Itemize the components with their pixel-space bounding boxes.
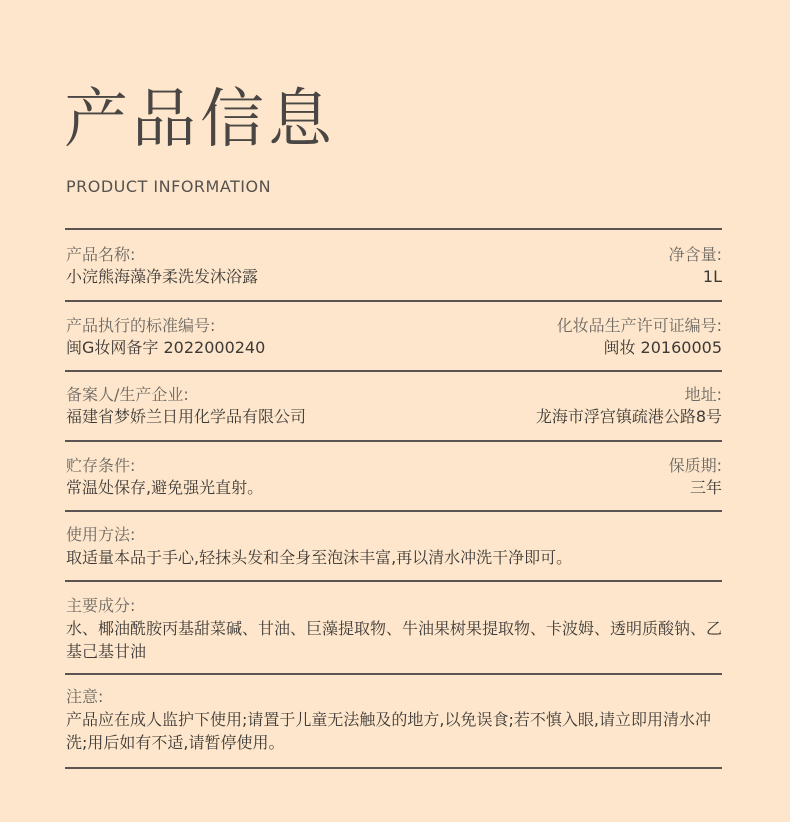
shelf-life-label: 保质期:: [668, 456, 722, 475]
storage-label: 贮存条件:: [66, 456, 136, 475]
divider: [65, 767, 722, 769]
divider: [65, 440, 722, 442]
license-number-value: 闽妆 20160005: [603, 338, 722, 357]
usage-section: [66, 524, 722, 569]
divider: [65, 673, 722, 675]
notice-text: 产品应在成人监护下使用;请置于儿童无法触及的地方,以免误食;若不慎入眼,请立即用清水冲洗;用后如有不适,请暂停使用。: [66, 710, 711, 752]
shelf-life-value: 三年: [689, 478, 722, 497]
divider: [65, 228, 722, 230]
page-title: 产品信息: [64, 83, 336, 157]
ingredients-label: 主要成分:: [66, 596, 136, 615]
usage-label: 使用方法:: [66, 525, 136, 544]
usage-text: 取适量本品于手心,轻抹头发和全身至泡沫丰富,再以清水冲洗干净即可。: [66, 548, 573, 567]
ingredients-section: [66, 595, 722, 663]
license-number-label: 化妆品生产许可证编号:: [556, 316, 722, 335]
standard-number-value: 闽G妆网备字 2022000240: [66, 338, 266, 357]
info-section-manufacturer: [66, 384, 722, 428]
divider: [65, 370, 722, 372]
divider: [65, 510, 722, 512]
info-section-standard: [66, 315, 722, 359]
net-content-label: 净含量:: [668, 245, 722, 264]
info-section-storage: [66, 455, 722, 499]
divider: [65, 580, 722, 582]
address-value: 龙海市浮宫镇疏港公路8号: [535, 407, 722, 426]
product-name-label: 产品名称:: [66, 245, 136, 264]
address-label: 地址:: [684, 385, 722, 404]
manufacturer-label: 备案人/生产企业:: [66, 385, 189, 404]
page-subtitle: PRODUCT INFORMATION: [66, 177, 272, 196]
divider: [65, 300, 722, 302]
info-section-name: [66, 244, 722, 288]
notice-section: [66, 686, 722, 754]
storage-value: 常温处保存,避免强光直射。: [66, 478, 264, 497]
manufacturer-value: 福建省梦娇兰日用化学品有限公司: [66, 407, 307, 426]
net-content-value: 1L: [702, 267, 722, 286]
standard-number-label: 产品执行的标准编号:: [66, 316, 216, 335]
ingredients-text: 水、椰油酰胺丙基甜菜碱、甘油、巨藻提取物、牛油果树果提取物、卡波姆、透明质酸钠、乙基己基甘油: [66, 619, 723, 661]
notice-label: 注意:: [66, 687, 104, 706]
product-name-value: 小浣熊海藻净柔洗发沐浴露: [66, 267, 259, 286]
